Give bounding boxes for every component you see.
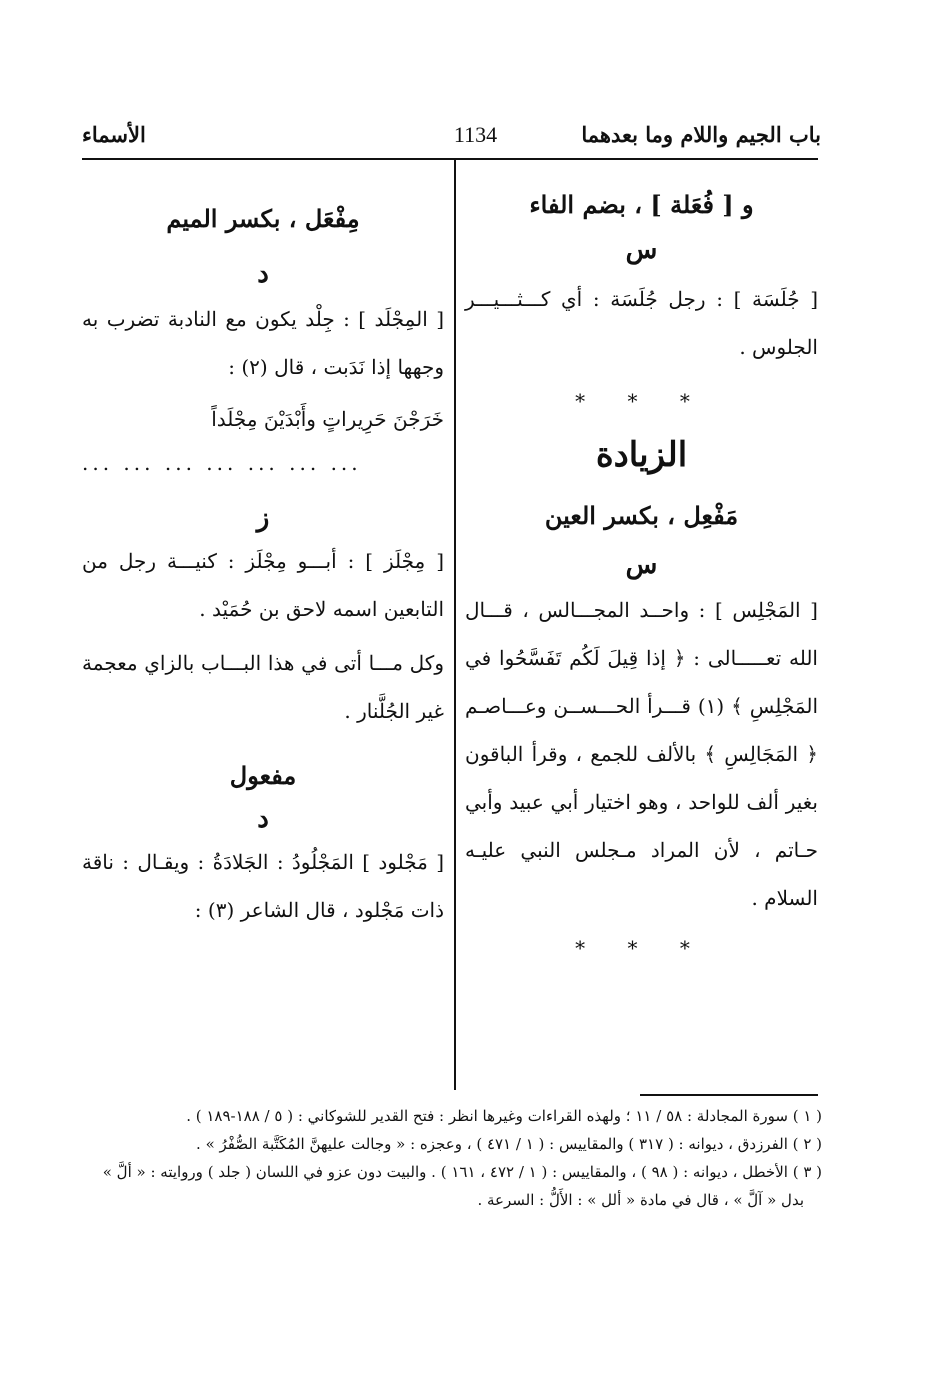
ellipsis-line: ... ... ... ... ... ... ... xyxy=(82,451,362,475)
heading-mifal: مِفْعَل ، بكسر الميم xyxy=(166,204,360,233)
entry-mijlaz: [ مِجْلَز ] : أبـــو مِجْلَز : كنيـــة رجل من التابعين اسمه لاحق بن حُمَيْد . xyxy=(82,549,444,621)
letter-dal-2: د xyxy=(257,804,269,834)
section-stars: * * * xyxy=(575,389,708,413)
heading-mafool: مفعول xyxy=(229,761,297,790)
left-column xyxy=(82,170,444,934)
entry-majlood: [ مَجْلود ] المَجْلُودُ : الجَلادَةُ : ويقـال : ناقة ذات مَجْلود ، قال الشاعر (٣) : xyxy=(82,850,444,922)
footnote-3: ( ٣ ) الأخطل ، ديوانه : ( ٩٨ ) ، والمقاييس : ( ١ / ٤٧٢ ، ١٦١ ) . والبيت دون عزو في اللسان ( جلد ) وروايته : « ألَّ » xyxy=(102,1163,822,1181)
entry-julasa: [ جُلَسَة ] : رجل جُلَسَة : أي كـــثـــيـــر الجلوس . xyxy=(465,287,818,359)
section-title-ziyada: الزيادة xyxy=(595,435,688,475)
letter-sin: س xyxy=(625,235,658,265)
page-number: 1134 xyxy=(453,122,498,147)
footnote-2: ( ٢ ) الفرزدق ، ديوانه : ( ٣١٧ ) والمقاييس : ( ١ / ٤٧١ ) ، وعجزه : « وجالت عليهنَّ المُكَتَّبة الصُّفْرُ » . xyxy=(196,1135,822,1153)
footnotes xyxy=(82,1102,822,1214)
header-rule xyxy=(82,158,818,160)
heading-fuala: و [ فُعَلة ] ، بضم الفاء xyxy=(529,190,754,219)
footnote-3-continued: بدل « آلَّ » ، قال في مادة « ألل » : الأَلُّ : السرعة . xyxy=(477,1191,804,1209)
entry-majlis: [ المَجْلِس ] : واحــد المجـــالس ، قـــال الله تعـــــالى : ﴿ إذا قِيلَ لَكُم تَفَسَّحُوا في المَجْلِسِ ﴾ (١) قـــرأ الحـــســن وعـــاصـم ﴿ المَجَالِسِ ﴾ بالألف للجمع ، وقرأ الباقون بغير ألف للواحد ، وهو اختيار أبي عبيد وأبي حـاتم ، لأن المراد مـجلس النبي عليـه السلام . xyxy=(465,598,818,910)
section-stars-2: * * * xyxy=(575,936,708,960)
verse-line: خَرَجْنَ حَرِيراتٍ وأَبْدَيْنَ مِجْلَداً xyxy=(211,407,444,431)
running-head-section: باب الجيم واللام وما بعدهما xyxy=(581,122,821,147)
letter-sin-2: س xyxy=(625,550,658,580)
note-zay: وكل مـــا أتى في هذا البـــاب بالزاي معجمة غير الجُلَّنار . xyxy=(82,651,444,723)
column-divider xyxy=(454,160,456,1090)
letter-dal: د xyxy=(257,259,269,289)
heading-mafil: مَفْعِل ، بكسر العين xyxy=(544,501,739,530)
footnote-rule xyxy=(640,1094,818,1096)
right-column xyxy=(465,170,818,960)
running-head-chapter: الأسماء xyxy=(82,122,146,147)
entry-mijlad: [ المِجْلَد ] : جِلْد يكون مع النادبة تضرب به وجهها إذا نَدَبت ، قال (٢) : xyxy=(82,307,444,379)
footnote-1: ( ١ ) سورة المجادلة : ٥٨ / ١١ ؛ ولهذه القراءات وغيرها انظر : فتح القدير للشوكاني : ( ٥ / ١٨٨-١٨٩ ) . xyxy=(186,1107,822,1125)
letter-zay: ز xyxy=(256,503,270,533)
